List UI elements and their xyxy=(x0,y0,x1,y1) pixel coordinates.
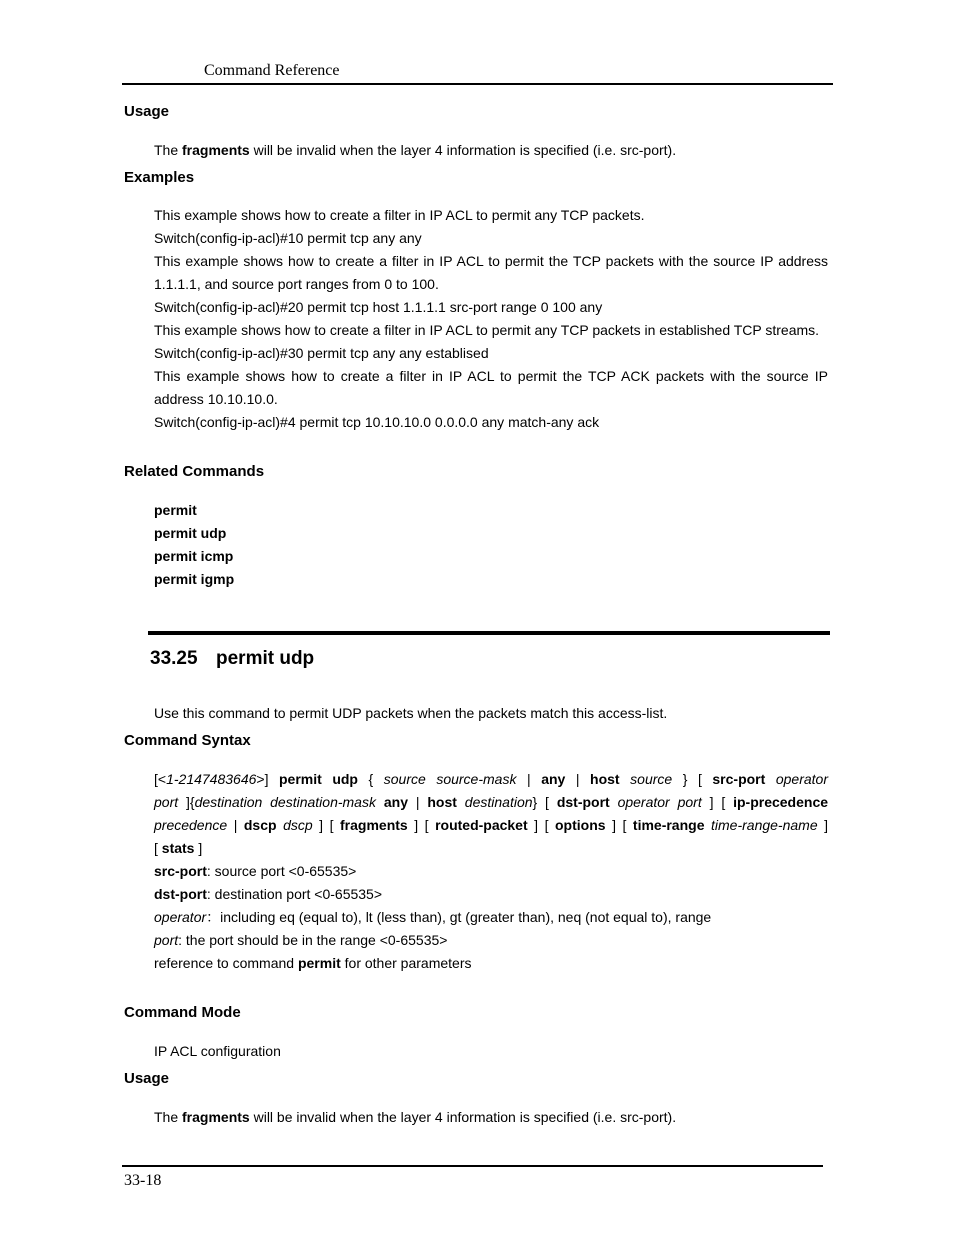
footer-rule xyxy=(122,1165,823,1167)
syntax-token xyxy=(765,771,776,787)
usage-text xyxy=(154,139,828,162)
syntax-token: ] [ xyxy=(407,817,436,833)
syntax-token: | xyxy=(565,771,591,787)
param-text: : the port should be in the range <0-65535> xyxy=(178,932,448,948)
syntax-keyword: ip-precedence xyxy=(733,794,829,810)
param-port xyxy=(154,929,828,952)
syntax-param: operator xyxy=(775,771,828,787)
command-mode-text: IP ACL configuration xyxy=(154,1043,281,1059)
syntax-param: port xyxy=(154,794,179,810)
syntax-line-1 xyxy=(154,768,828,791)
syntax-param: dscp xyxy=(283,817,313,833)
example-4-cmd: Switch(config-ip-acl)#4 permit tcp 10.10.10.0 0.0.0.0 any match-any ack xyxy=(154,414,600,430)
syntax-token: ]{ xyxy=(178,794,195,810)
related-command-item: permit icmp xyxy=(154,548,234,564)
syntax-token: 1-2147483646 xyxy=(166,771,257,787)
header-rule xyxy=(122,83,833,85)
param-label: src-port xyxy=(154,863,207,879)
syntax-keyword: options xyxy=(555,817,606,833)
param-operator xyxy=(154,906,828,929)
syntax-token: ] [ xyxy=(527,817,555,833)
syntax-param: source source-mask xyxy=(383,771,517,787)
command-syntax-body xyxy=(154,768,828,975)
syntax-token: { xyxy=(357,771,384,787)
syntax-token: ] [ xyxy=(701,794,734,810)
usage-heading-2: Usage xyxy=(124,1070,170,1087)
usage-text-pre: The xyxy=(154,142,183,158)
related-commands-heading: Related Commands xyxy=(124,463,265,480)
usage-text-post: will be invalid when the layer 4 information is specified (i.e. src-port). xyxy=(249,142,677,158)
syntax-param: destination destination-mask xyxy=(194,794,376,810)
example-1-cmd: Switch(config-ip-acl)#10 permit tcp any any xyxy=(154,230,422,246)
syntax-keyword: host xyxy=(590,771,620,787)
example-3-desc: This example shows how to create a filter in IP ACL to permit any TCP packets in established TCP streams. xyxy=(154,322,820,338)
page-number: 33-18 xyxy=(124,1172,162,1189)
syntax-keyword: permit udp xyxy=(279,771,358,787)
usage-text-post: will be invalid when the layer 4 information is specified (i.e. src-port). xyxy=(249,1109,677,1125)
syntax-token: ] xyxy=(817,817,829,833)
syntax-token: ] [ xyxy=(312,817,341,833)
related-commands-list xyxy=(154,499,828,591)
syntax-token: >] xyxy=(256,771,279,787)
param-text: for other parameters xyxy=(340,955,472,971)
param-label: dst-port xyxy=(154,886,207,902)
usage-text-bold: fragments xyxy=(182,142,250,158)
param-text: reference to command xyxy=(154,955,298,971)
syntax-keyword: fragments xyxy=(340,817,408,833)
param-text: : source port <0-65535> xyxy=(206,863,357,879)
param-label: permit xyxy=(297,955,341,971)
related-command-item: permit udp xyxy=(154,525,227,541)
related-command-item: permit igmp xyxy=(154,571,235,587)
examples-heading: Examples xyxy=(124,169,195,186)
syntax-keyword: any xyxy=(383,794,408,810)
section-number: 33.25 xyxy=(150,648,198,669)
syntax-token: | xyxy=(516,771,542,787)
usage-text-pre: The xyxy=(154,1109,183,1125)
syntax-line-2 xyxy=(154,791,828,814)
syntax-line-4 xyxy=(154,837,828,860)
command-syntax-heading: Command Syntax xyxy=(124,732,251,749)
param-text: : destination port <0-65535> xyxy=(206,886,383,902)
usage-heading: Usage xyxy=(124,103,170,120)
section-title xyxy=(150,648,314,670)
syntax-token: [ xyxy=(154,840,162,856)
usage-text-2 xyxy=(154,1106,828,1129)
syntax-token xyxy=(457,794,465,810)
param-label: port xyxy=(154,932,179,948)
section-description: Use this command to permit UDP packets when the packets match this access-list. xyxy=(154,705,668,721)
section-rule xyxy=(148,631,830,635)
syntax-keyword: routed-packet xyxy=(435,817,528,833)
syntax-keyword: time-range xyxy=(632,817,705,833)
syntax-token xyxy=(620,771,631,787)
syntax-token: | xyxy=(227,817,244,833)
syntax-token: } [ xyxy=(532,794,557,810)
param-label: operator xyxy=(154,909,207,925)
param-src-port xyxy=(154,860,828,883)
syntax-keyword: stats xyxy=(161,840,195,856)
command-mode-heading: Command Mode xyxy=(124,1004,241,1021)
param-dst-port xyxy=(154,883,828,906)
example-1-desc: This example shows how to create a filter in IP ACL to permit any TCP packets. xyxy=(154,207,645,223)
param-reference xyxy=(154,952,828,975)
examples-body xyxy=(154,204,828,434)
syntax-token: [< xyxy=(154,771,167,787)
usage-text-bold: fragments xyxy=(182,1109,250,1125)
syntax-keyword: dscp xyxy=(243,817,277,833)
example-2-cmd: Switch(config-ip-acl)#20 permit tcp host 1.1.1.1 src-port range 0 100 any xyxy=(154,299,603,315)
syntax-token xyxy=(610,794,618,810)
example-4-desc: This example shows how to create a filter in IP ACL to permit the TCP ACK packets with the source IP address 10.10.10.0. xyxy=(154,368,828,407)
param-text: ：including eq (equal to), lt (less than), gt (greater than), neq (not equal to), range xyxy=(206,909,712,925)
syntax-token xyxy=(376,794,384,810)
syntax-keyword: any xyxy=(541,771,566,787)
syntax-param: time-range-name xyxy=(711,817,818,833)
syntax-param: precedence xyxy=(154,817,228,833)
syntax-param: source xyxy=(630,771,673,787)
running-header: Command Reference xyxy=(204,62,340,79)
syntax-keyword: src-port xyxy=(712,771,766,787)
example-2-desc: This example shows how to create a filter in IP ACL to permit the TCP packets with the source IP address 1.1.1.1, and source port ranges from 0 to 100. xyxy=(154,253,828,292)
syntax-token: | xyxy=(407,794,428,810)
syntax-param: operator port xyxy=(617,794,702,810)
syntax-param: destination xyxy=(464,794,533,810)
syntax-line-3 xyxy=(154,814,828,837)
syntax-keyword: dst-port xyxy=(556,794,610,810)
syntax-token: ] xyxy=(194,840,203,856)
syntax-token: ] [ xyxy=(605,817,633,833)
example-3-cmd: Switch(config-ip-acl)#30 permit tcp any any establised xyxy=(154,345,489,361)
syntax-keyword: host xyxy=(427,794,457,810)
related-command-item: permit xyxy=(154,502,197,518)
syntax-token: } [ xyxy=(672,771,713,787)
section-name: permit udp xyxy=(216,648,315,669)
